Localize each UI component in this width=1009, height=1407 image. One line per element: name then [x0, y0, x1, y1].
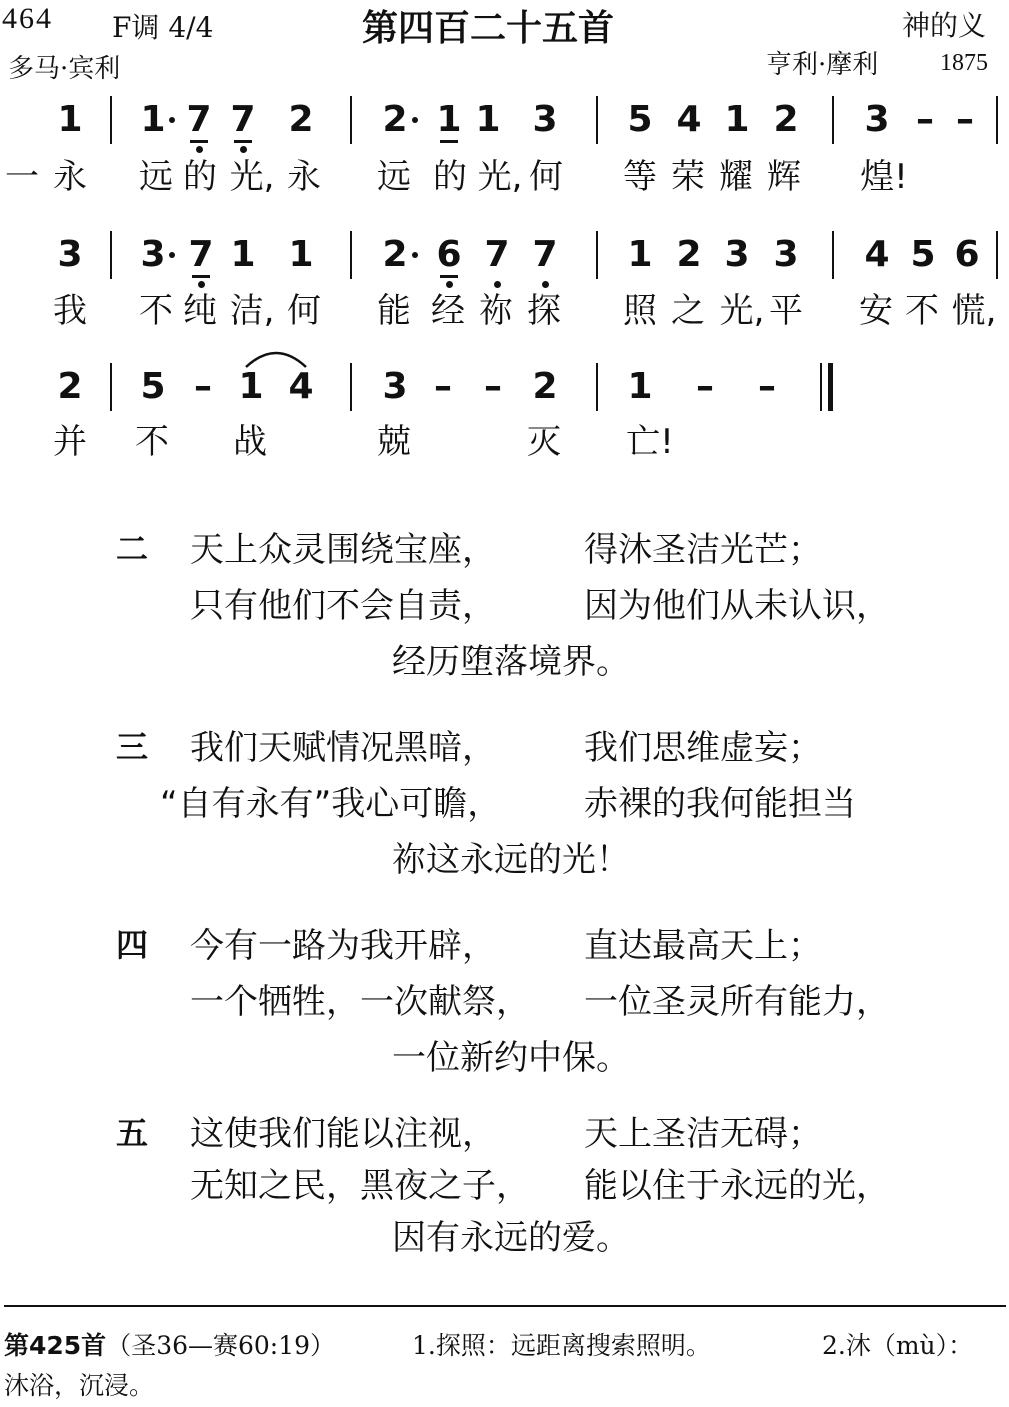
lyric-syllable: 不: [135, 422, 169, 462]
stanza-number: 二: [116, 530, 149, 568]
note: 3: [724, 234, 750, 275]
lyric-syllable: 平: [769, 291, 803, 331]
note: 5: [627, 99, 653, 140]
note: 7: [186, 225, 216, 285]
note: 1: [288, 234, 314, 275]
note: 2: [382, 234, 408, 275]
slur-arc: [242, 345, 310, 369]
lyric-syllable: 远: [377, 157, 411, 197]
dash: –: [194, 366, 212, 407]
lyric-syllable: 永: [53, 157, 87, 197]
hymn-reference-number: 第425首: [4, 1331, 107, 1360]
note: 6: [434, 225, 464, 285]
lyric-syllable: 的: [183, 157, 217, 197]
stanza-number: 四: [116, 926, 149, 964]
lyric-syllable: 何: [529, 157, 563, 197]
lyric-syllable: 光,: [719, 291, 765, 331]
barline: [350, 231, 352, 279]
lyric-syllable: 何: [287, 291, 321, 331]
scripture-reference: （圣36—赛60:19）: [106, 1331, 336, 1360]
note: 6: [954, 234, 980, 275]
barline: [350, 96, 352, 144]
score-line-3: [0, 357, 1009, 417]
lyric-syllable: 兢: [377, 422, 411, 462]
note: 5: [140, 366, 166, 407]
note: 3: [57, 234, 83, 275]
note: 2: [57, 366, 83, 407]
note: 1: [434, 90, 464, 150]
lyric-syllable: 照: [623, 291, 657, 331]
augmentation-dot: [412, 117, 418, 123]
barline: [996, 231, 998, 279]
augmentation-dot: [169, 117, 175, 123]
note: 7: [184, 90, 214, 150]
barline: [110, 231, 112, 279]
footnote-line-1: [4, 1326, 335, 1362]
note: 7: [530, 225, 560, 285]
barline: [596, 96, 598, 144]
lyric-syllable: 不: [905, 291, 939, 331]
lyric-syllable: 等: [623, 157, 657, 197]
stanza-line: 直达最高天上；: [584, 926, 822, 966]
note: 1: [238, 366, 264, 407]
lyric-syllable: 灭: [527, 422, 561, 462]
note: 4: [864, 234, 890, 275]
note: 2: [532, 366, 558, 407]
barline: [832, 231, 834, 279]
note: 3: [773, 234, 799, 275]
barline: [350, 363, 352, 411]
hymn-title: 第四百二十五首: [362, 8, 615, 49]
note: 2: [676, 234, 702, 275]
stanza-line: 无知之民，黑夜之子，: [190, 1166, 530, 1206]
stanza-line: 这使我们能以注视，: [190, 1114, 496, 1154]
stanza-line: 祢这永远的光！: [392, 840, 630, 880]
score-line-1: [0, 90, 1009, 150]
final-barline-thin: [820, 363, 822, 411]
dash: –: [758, 366, 776, 407]
note: 7: [228, 90, 258, 150]
note: 4: [288, 366, 314, 407]
stanza-line: 能以住于永远的光，: [584, 1166, 890, 1206]
lyric-syllable: 之: [671, 291, 705, 331]
note: 1: [724, 99, 750, 140]
stanza-line: 因有永远的爱。: [392, 1218, 630, 1258]
note: 2: [288, 99, 314, 140]
lyric-syllable: 光,: [477, 157, 523, 197]
note: 5: [910, 234, 936, 275]
note: 1: [627, 234, 653, 275]
stanza-line: 天上众灵围绕宝座，: [190, 530, 496, 570]
stanza-line: 得沐圣洁光芒；: [584, 530, 822, 570]
barline: [110, 96, 112, 144]
lyric-syllable: 能: [377, 291, 411, 331]
dash: –: [434, 366, 452, 407]
final-barline-thick: [828, 363, 833, 411]
stanza-line: 我们天赋情况黑暗，: [190, 728, 496, 768]
stanza-number: 五: [116, 1114, 149, 1152]
lyric-syllable: 洁,: [229, 291, 275, 331]
stanza-line: “自有永有”我心可瞻，: [160, 784, 502, 824]
hymn-category: 神的义: [902, 9, 987, 42]
stanza-line: 天上圣洁无碍；: [584, 1114, 822, 1154]
lyric-syllable: 一: [5, 157, 39, 197]
key-time-signature: F调 4/4: [112, 11, 214, 44]
note: 2: [773, 99, 799, 140]
lyric-syllable: 亡!: [626, 422, 674, 462]
lyric-syllable: 并: [53, 422, 87, 462]
note: 4: [676, 99, 702, 140]
lyric-syllable: 战: [233, 422, 267, 462]
barline: [110, 363, 112, 411]
lyric-syllable: 我: [53, 291, 87, 331]
dash: –: [696, 366, 714, 407]
dash: –: [484, 366, 502, 407]
dash: –: [916, 99, 934, 140]
lyric-syllable: 慌,: [951, 291, 997, 331]
stanza-line: 经历堕落境界。: [392, 642, 630, 682]
footnote-2: 2.沐（mù）：: [822, 1331, 974, 1360]
note: 1: [140, 99, 166, 140]
note: 3: [864, 99, 890, 140]
stanza-line: 只有他们不会自责，: [190, 586, 496, 626]
lyric-syllable: 安: [859, 291, 893, 331]
barline: [596, 231, 598, 279]
barline: [832, 96, 834, 144]
note: 1: [57, 99, 83, 140]
lyric-syllable: 的: [433, 157, 467, 197]
note: 3: [382, 366, 408, 407]
composer-year: 1875: [940, 50, 988, 76]
stanza-line: 一个牺牲，一次献祭，: [190, 982, 530, 1022]
lyric-syllable: 荣: [671, 157, 705, 197]
lyric-syllable: 经: [431, 291, 465, 331]
lyricist: 多马·宾利: [8, 54, 121, 84]
lyric-syllable: 辉: [767, 157, 801, 197]
lyric-syllable: 永: [287, 157, 321, 197]
stanza-number: 三: [116, 728, 149, 766]
stanza-line: 今有一路为我开辟，: [190, 926, 496, 966]
lyric-syllable: 远: [139, 157, 173, 197]
lyric-syllable: 探: [527, 291, 561, 331]
lyric-syllable: 祢: [479, 291, 513, 331]
stanza-line: 赤裸的我何能担当: [584, 784, 856, 824]
stanza-line: 一位圣灵所有能力，: [584, 982, 890, 1022]
stanza-line: 一位新约中保。: [392, 1038, 630, 1078]
note: 7: [482, 225, 512, 285]
note: 2: [382, 99, 408, 140]
note: 1: [475, 99, 501, 140]
footnote-2-continued: 沐浴，沉浸。: [4, 1371, 155, 1400]
footer-divider: [4, 1305, 1006, 1307]
composer: 亨利·摩利: [766, 50, 879, 80]
barline: [996, 96, 998, 144]
lyric-syllable: 光,: [229, 157, 275, 197]
lyric-syllable: 耀: [719, 157, 753, 197]
stanza-line: 因为他们从未认识，: [584, 586, 890, 626]
lyric-syllable: 煌!: [860, 157, 908, 197]
note: 3: [532, 99, 558, 140]
page-number: 464: [2, 2, 53, 35]
dash: –: [956, 99, 974, 140]
lyric-syllable: 不: [139, 291, 173, 331]
augmentation-dot: [412, 252, 418, 258]
barline: [596, 363, 598, 411]
lyric-syllable: 纯: [183, 291, 217, 331]
note: 1: [230, 234, 256, 275]
score-line-2: [0, 225, 1009, 285]
augmentation-dot: [169, 252, 175, 258]
note: 3: [140, 234, 166, 275]
stanza-line: 我们思维虚妄；: [584, 728, 822, 768]
note: 1: [627, 366, 653, 407]
footnote-1: 1.探照：远距离搜索照明。: [412, 1331, 711, 1360]
